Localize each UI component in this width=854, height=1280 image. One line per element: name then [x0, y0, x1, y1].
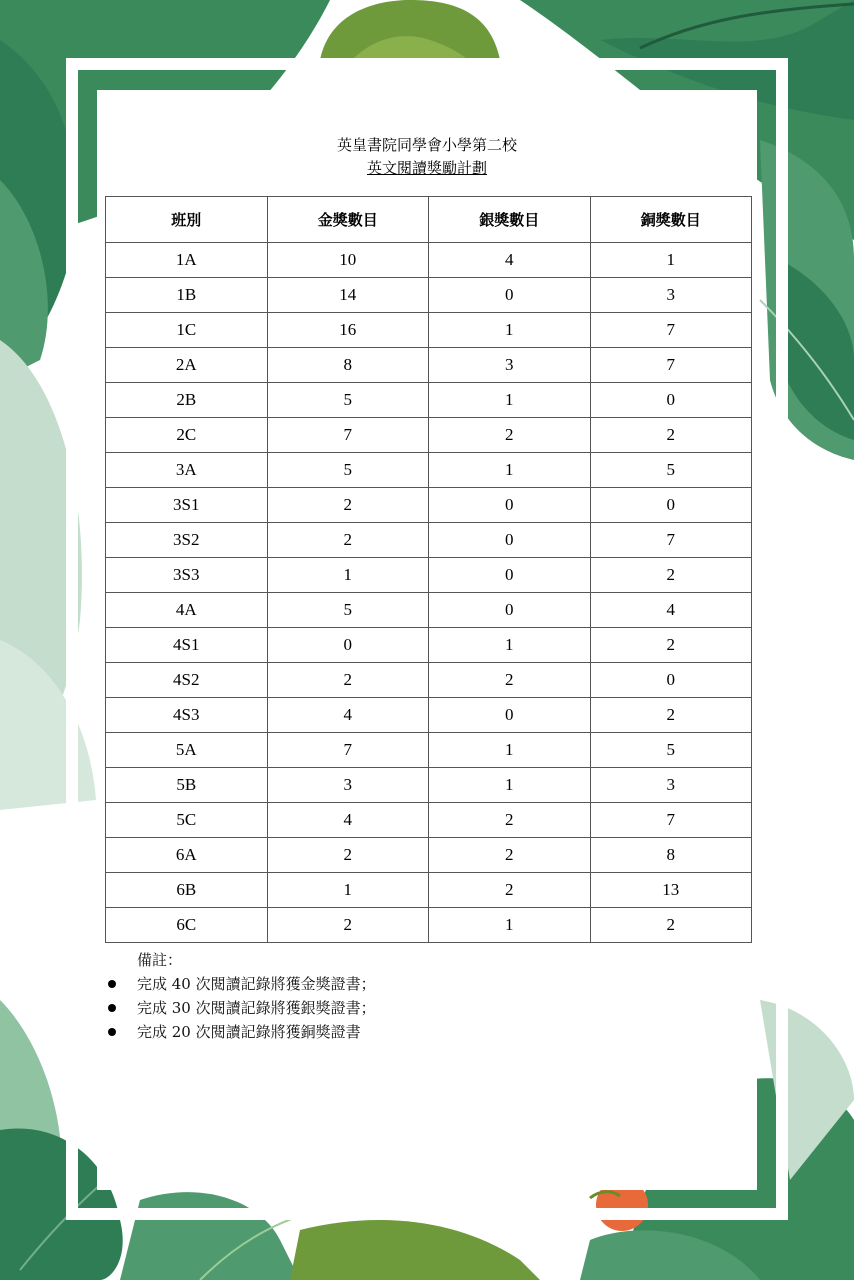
- cell-silver: 2: [429, 418, 591, 453]
- cell-bronze: 8: [590, 838, 752, 873]
- cell-gold: 16: [267, 313, 429, 348]
- cell-class: 2B: [106, 383, 268, 418]
- cell-gold: 10: [267, 243, 429, 278]
- cell-bronze: 2: [590, 698, 752, 733]
- cell-gold: 14: [267, 278, 429, 313]
- table-row: [106, 488, 752, 523]
- table-row: [106, 593, 752, 628]
- table-header-row: [106, 197, 752, 243]
- cell-bronze: 7: [590, 523, 752, 558]
- cell-silver: 1: [429, 383, 591, 418]
- cell-gold: 2: [267, 838, 429, 873]
- cell-bronze: 5: [590, 733, 752, 768]
- cell-bronze: 0: [590, 383, 752, 418]
- table-row: [106, 733, 752, 768]
- cell-class: 6A: [106, 838, 268, 873]
- cell-silver: 0: [429, 278, 591, 313]
- cell-gold: 7: [267, 418, 429, 453]
- table-row: [106, 663, 752, 698]
- cell-bronze: 2: [590, 558, 752, 593]
- cell-gold: 7: [267, 733, 429, 768]
- note-text: 完成 20 次閱讀記錄將獲銅獎證書: [137, 1023, 361, 1041]
- cell-silver: 1: [429, 733, 591, 768]
- column-header-class: 班別: [106, 197, 268, 243]
- cell-bronze: 0: [590, 488, 752, 523]
- cell-silver: 2: [429, 873, 591, 908]
- cell-class: 1A: [106, 243, 268, 278]
- notes-section: [105, 948, 605, 1044]
- awards-table: [105, 196, 752, 943]
- cell-gold: 5: [267, 383, 429, 418]
- cell-class: 5A: [106, 733, 268, 768]
- cell-gold: 0: [267, 628, 429, 663]
- column-header-bronze: 銅獎數目: [590, 197, 752, 243]
- notes-heading: 備註：: [137, 951, 183, 969]
- note-text: 完成 40 次閱讀記錄將獲金獎證書；: [137, 975, 376, 993]
- cell-bronze: 5: [590, 453, 752, 488]
- cell-silver: 1: [429, 628, 591, 663]
- note-text: 完成 30 次閱讀記錄將獲銀獎證書；: [137, 999, 376, 1017]
- table-row: [106, 418, 752, 453]
- cell-class: 4S2: [106, 663, 268, 698]
- cell-bronze: 2: [590, 418, 752, 453]
- table-row: [106, 628, 752, 663]
- plan-title: [0, 157, 854, 178]
- cell-silver: 0: [429, 698, 591, 733]
- cell-silver: 0: [429, 593, 591, 628]
- cell-gold: 2: [267, 488, 429, 523]
- cell-bronze: 7: [590, 803, 752, 838]
- table-row: [106, 768, 752, 803]
- cell-silver: 4: [429, 243, 591, 278]
- cell-class: 2A: [106, 348, 268, 383]
- cell-gold: 5: [267, 453, 429, 488]
- column-header-silver: 銀獎數目: [429, 197, 591, 243]
- cell-class: 1C: [106, 313, 268, 348]
- column-header-gold: 金獎數目: [267, 197, 429, 243]
- cell-bronze: 7: [590, 348, 752, 383]
- cell-bronze: 4: [590, 593, 752, 628]
- table-row: [106, 453, 752, 488]
- cell-class: 4S3: [106, 698, 268, 733]
- cell-class: 5C: [106, 803, 268, 838]
- note-item: [105, 996, 605, 1020]
- table-row: [106, 558, 752, 593]
- table-row: [106, 908, 752, 943]
- cell-silver: 1: [429, 908, 591, 943]
- cell-gold: 8: [267, 348, 429, 383]
- cell-bronze: 7: [590, 313, 752, 348]
- bullet-icon: [108, 1028, 116, 1036]
- plan-title-text: 英文閱讀獎勵計劃: [366, 159, 487, 177]
- table-row: [106, 278, 752, 313]
- cell-bronze: 0: [590, 663, 752, 698]
- cell-gold: 1: [267, 558, 429, 593]
- note-item: [105, 1020, 605, 1044]
- cell-bronze: 3: [590, 768, 752, 803]
- cell-silver: 2: [429, 803, 591, 838]
- cell-bronze: 3: [590, 278, 752, 313]
- cell-gold: 2: [267, 908, 429, 943]
- cell-class: 3S1: [106, 488, 268, 523]
- school-name: 英皇書院同學會小學第二校: [336, 136, 517, 154]
- table-row: [106, 803, 752, 838]
- table-row: [106, 313, 752, 348]
- cell-bronze: 2: [590, 628, 752, 663]
- table-row: [106, 523, 752, 558]
- cell-bronze: 2: [590, 908, 752, 943]
- cell-gold: 1: [267, 873, 429, 908]
- cell-silver: 1: [429, 453, 591, 488]
- cell-class: 3A: [106, 453, 268, 488]
- cell-class: 3S3: [106, 558, 268, 593]
- table-row: [106, 873, 752, 908]
- cell-class: 2C: [106, 418, 268, 453]
- cell-silver: 1: [429, 768, 591, 803]
- cell-gold: 3: [267, 768, 429, 803]
- cell-class: 1B: [106, 278, 268, 313]
- table-row: [106, 698, 752, 733]
- bullet-icon: [108, 1004, 116, 1012]
- cell-class: 4A: [106, 593, 268, 628]
- cell-gold: 4: [267, 698, 429, 733]
- cell-class: 6C: [106, 908, 268, 943]
- cell-silver: 3: [429, 348, 591, 383]
- cell-gold: 2: [267, 523, 429, 558]
- table-row: [106, 243, 752, 278]
- cell-silver: 2: [429, 663, 591, 698]
- cell-silver: 0: [429, 558, 591, 593]
- table-row: [106, 348, 752, 383]
- cell-class: 4S1: [106, 628, 268, 663]
- cell-silver: 2: [429, 838, 591, 873]
- cell-bronze: 13: [590, 873, 752, 908]
- notes-list: [105, 972, 605, 1044]
- table-row: [106, 383, 752, 418]
- bullet-icon: [108, 980, 116, 988]
- cell-gold: 5: [267, 593, 429, 628]
- cell-class: 6B: [106, 873, 268, 908]
- cell-silver: 0: [429, 523, 591, 558]
- table-row: [106, 838, 752, 873]
- cell-class: 5B: [106, 768, 268, 803]
- cell-gold: 2: [267, 663, 429, 698]
- cell-silver: 0: [429, 488, 591, 523]
- cell-gold: 4: [267, 803, 429, 838]
- cell-class: 3S2: [106, 523, 268, 558]
- cell-bronze: 1: [590, 243, 752, 278]
- note-item: [105, 972, 605, 996]
- cell-silver: 1: [429, 313, 591, 348]
